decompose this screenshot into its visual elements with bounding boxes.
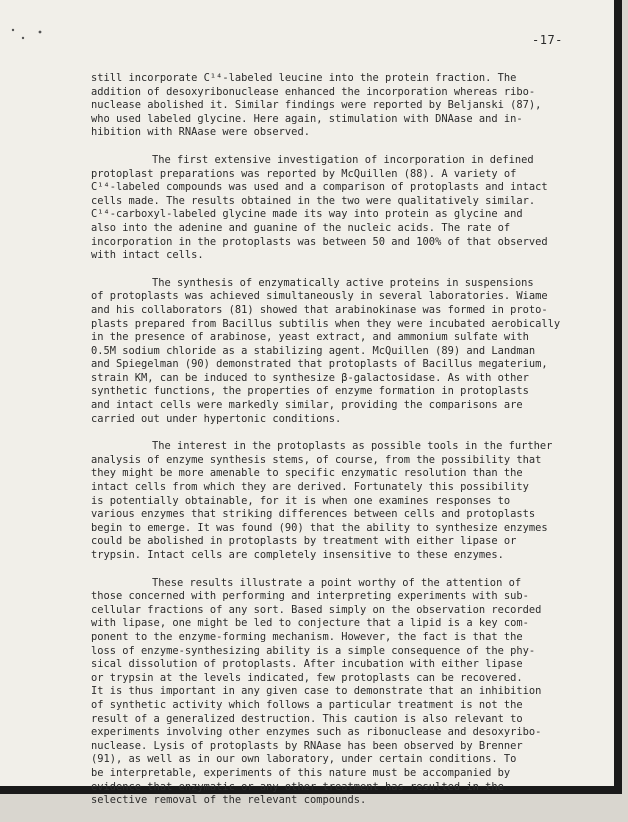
text-line: with lipase, one might be led to conjecture that a lipid is a key com- [91,617,529,630]
text-line: The first extensive investigation of incorporation in defined [152,153,534,166]
text-line: in the presence of arabinose, yeast extract, and ammonium sulfate with [91,331,529,344]
text-line: hibition with RNAase were observed. [91,126,310,139]
text-line: analysis of enzyme synthesis stems, of course, from the possibility that [91,453,542,466]
text-line: The interest in the protoplasts as possible tools in the further [152,440,553,453]
text-line: C¹⁴-labeled compounds was used and a comparison of protoplasts and intact [91,181,548,194]
text-line: intact cells from which they are derived. Fortunately this possibility [91,481,529,494]
text-line: and intact cells were markedly similar, providing the comparisons are [91,399,523,412]
text-line: strain KM, can be induced to synthesize β-galactosidase. As with other [91,371,529,384]
text-line: plasts prepared from Bacillus subtilis when they were incubated aerobically [91,317,561,330]
text-line: be interpretable, experiments of this nature must be accompanied by [91,766,511,779]
hole-punch-marks [10,28,50,48]
text-line: could be abolished in protoplasts by treatment with either lipase or [91,535,517,548]
text-line: with intact cells. [91,249,204,262]
text-line: who used labeled glycine. Here again, stimulation with DNAase and in- [91,112,523,125]
text-line: sical dissolution of protoplasts. After incubation with either lipase [91,658,523,671]
text-line: result of a generalized destruction. This caution is also relevant to [91,712,523,725]
text-line: selective removal of the relevant compounds. [91,794,367,807]
text-line: of protoplasts was achieved simultaneously in several laboratories. Wiame [91,290,548,303]
text-line: carried out under hypertonic conditions. [91,412,342,425]
text-line: trypsin. Intact cells are completely insensitive to these enzymes. [91,549,504,561]
text-line: 0.5M sodium chloride as a stabilizing agent. McQuillen (89) and Landman [91,344,536,357]
text-line: These results illustrate a point worthy of the attention of [152,576,522,589]
text-line: or trypsin at the levels indicated, few protoplasts can be recovered. [91,671,523,684]
paragraph-1 [91,72,542,140]
text-line: The synthesis of enzymatically active proteins in suspensions [152,276,534,289]
paragraph-2 [91,153,548,263]
text-line: various enzymes that striking differences between cells and protoplasts [91,508,536,521]
text-line: experiments involving other enzymes such as ribonuclease and desoxyribo- [91,726,542,739]
text-line: It is thus important in any given case to demonstrate that an inhibition [91,685,542,698]
text-line: cellular fractions of any sort. Based simply on the observation recorded [91,603,542,616]
text-line: is potentially obtainable, for it is when one examines responses to [91,494,511,507]
paragraph-5 [91,576,542,808]
text-line: those concerned with performing and interpreting experiments with sub- [91,590,529,603]
text-line: and his collaborators (81) showed that arabinokinase was formed in proto- [91,303,548,316]
text-line: cells made. The results obtained in the two were qualitatively similar. [91,194,536,207]
paragraph-4 [91,440,553,562]
text-line: loss of enzyme-synthesizing ability is a simple consequence of the phy- [91,644,536,657]
text-line: addition of desoxyribonuclease enhanced the incorporation whereas ribo- [91,85,536,98]
text-line: incorporation in the protoplasts was between 50 and 100% of that observed [91,235,548,248]
text-line: of synthetic activity which follows a particular treatment is not the [91,698,523,711]
text-line: still incorporate C¹⁴-labeled leucine into the protein fraction. The [91,72,517,84]
text-line: protoplast preparations was reported by McQuillen (88). A variety of [91,167,517,180]
body-text [91,72,561,822]
text-line: and Spiegelman (90) demonstrated that protoplasts of Bacillus megaterium, [91,358,548,371]
text-line: begin to emerge. It was found (90) that the ability to synthesize enzymes [91,521,548,534]
text-line: (91), as well as in our own laboratory, under certain conditions. To [91,753,517,766]
text-line: also into the adenine and guanine of the nucleic acids. The rate of [91,221,511,234]
text-line: nuclease. Lysis of protoplasts by RNAase has been observed by Brenner [91,739,523,752]
text-line: ponent to the enzyme-forming mechanism. However, the fact is that the [91,630,523,643]
text-line: nuclease abolished it. Similar findings were reported by Beljanski (87), [91,99,542,112]
text-line: C¹⁴-carboxyl-labeled glycine made its way into protein as glycine and [91,208,523,221]
text-line: they might be more amenable to specific enzymatic resolution than the [91,467,523,480]
paragraph-3 [91,276,561,427]
text-line: evidence that enzymatic or any other treatment has resulted in the [91,780,504,793]
page-number: -17- [532,33,563,47]
text-line: synthetic functions, the properties of enzyme formation in protoplasts [91,385,529,398]
